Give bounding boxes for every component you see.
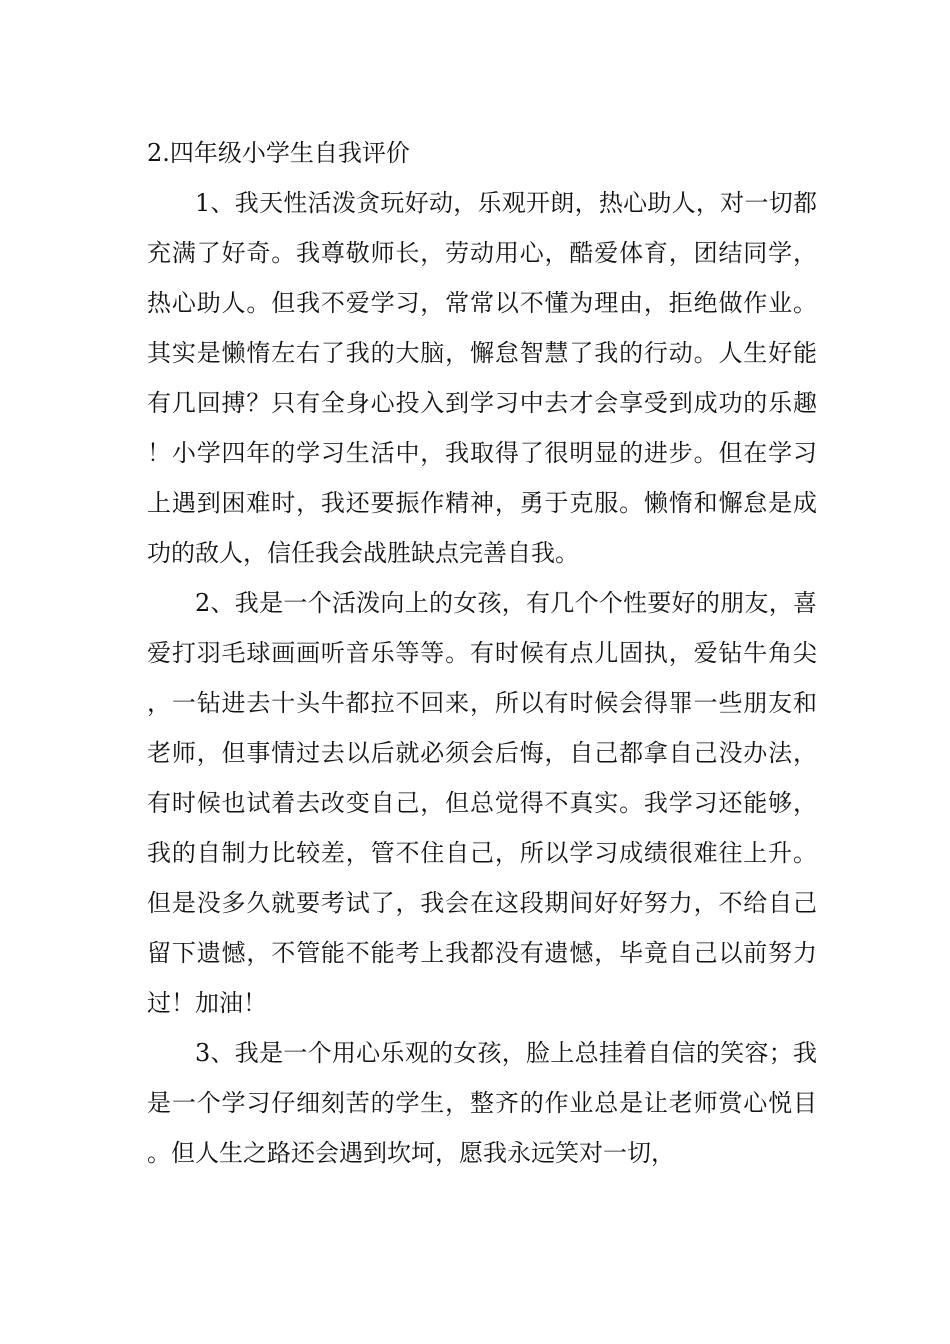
document-heading: 2.四年级小学生自我评价	[147, 139, 410, 167]
paragraph-2: 2、我是一个活泼向上的女孩，有几个个性要好的朋友，喜爱打羽毛球画画听音乐等等。有时候有点儿固执，爱钻牛角尖，一钻进去十头牛都拉不回来，所以有时候会得罪一些朋友和老师，但事情过去以后就必须会后悔，自己都拿自己没办法，有时候也试着去改变自己，但总觉得不真实。我学习还能够，我的自制力比较差，管不住自己，所以学习成绩很难往上升。但是没多久就要考试了，我会在这段期间好好努力，不给自己留下遗憾，不管能不能考上我都没有遗憾，毕竟自己以前努力过！加油！	[147, 589, 817, 1017]
document-body	[147, 128, 817, 1178]
paragraph-1: 1、我天性活泼贪玩好动，乐观开朗，热心助人，对一切都充满了好奇。我尊敬师长，劳动用心，酷爱体育，团结同学，热心助人。但我不爱学习，常常以不懂为理由，拒绝做作业。其实是懒惰左右了我的大脑，懈怠智慧了我的行动。人生好能有几回搏？只有全身心投入到学习中去才会享受到成功的乐趣！小学四年的学习生活中，我取得了很明显的进步。但在学习上遇到困难时，我还要振作精神，勇于克服。懒惰和懈怠是成功的敌人，信任我会战胜缺点完善自我。	[147, 189, 817, 567]
paragraph-3: 3、我是一个用心乐观的女孩，脸上总挂着自信的笑容；我是一个学习仔细刻苦的学生，整齐的作业总是让老师赏心悦目。但人生之路还会遇到坎坷，愿我永远笑对一切，	[147, 1039, 817, 1167]
